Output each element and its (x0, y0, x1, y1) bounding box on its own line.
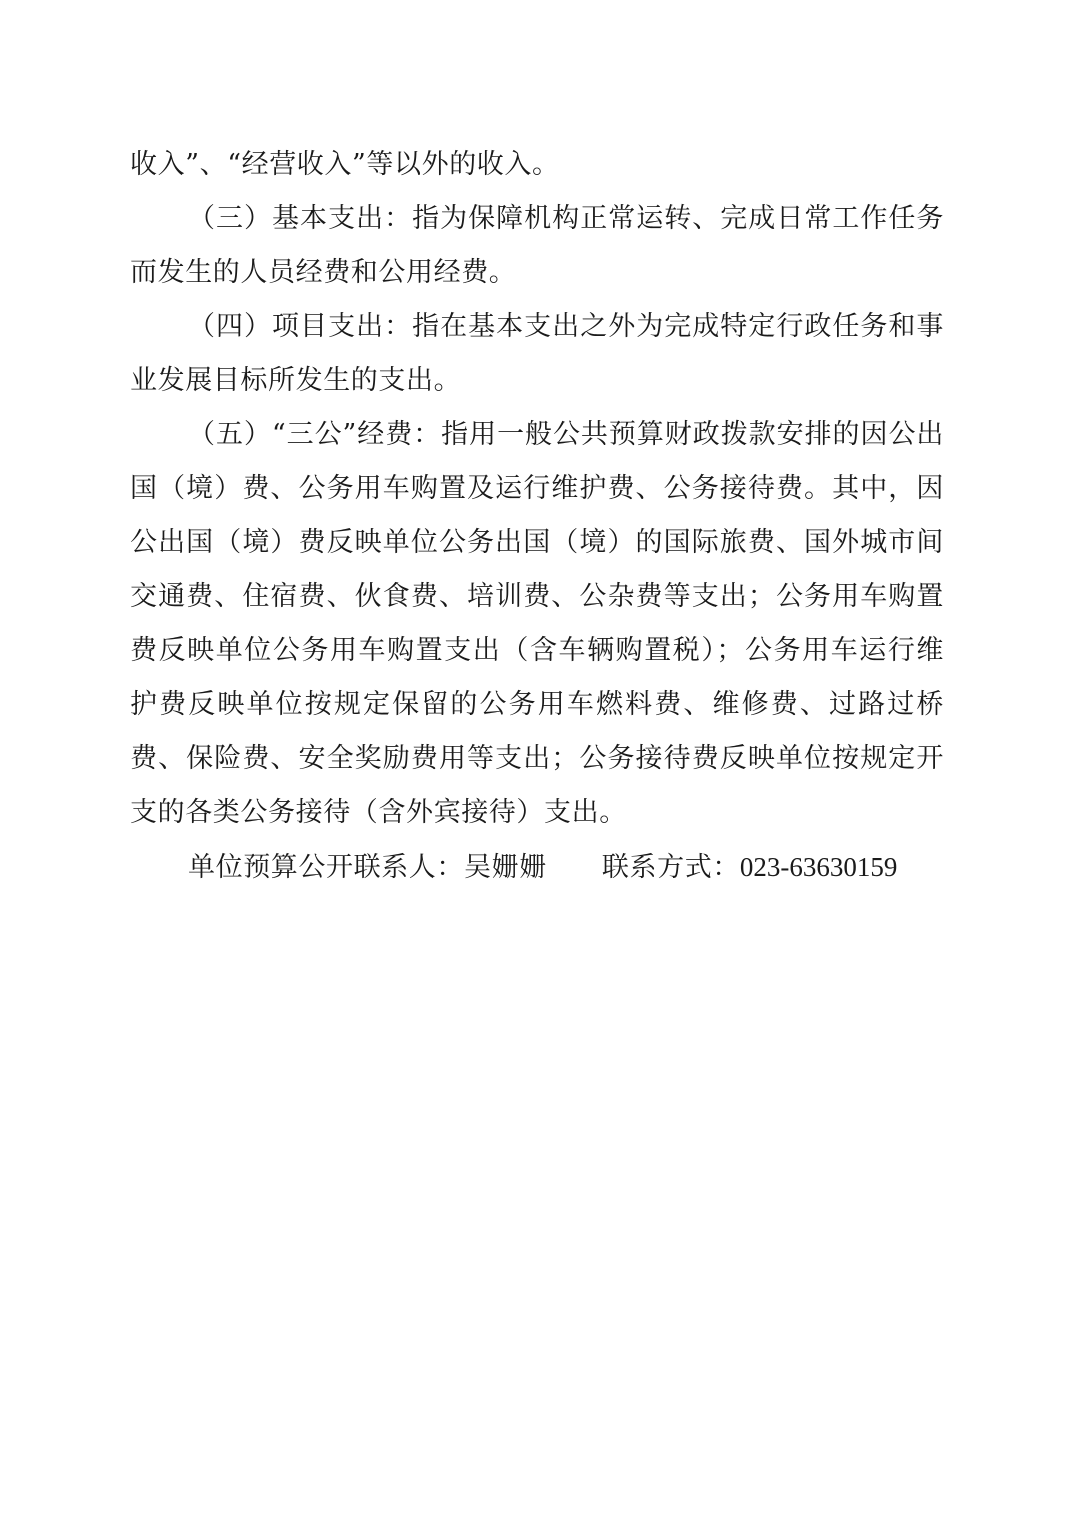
contact-phone-number: 023-63630159 (739, 852, 898, 882)
paragraph-project-expenditure: （四）项目支出：指在基本支出之外为完成特定行政任务和事业发展目标所发生的支出。 (130, 311, 944, 396)
paragraph-basic-expenditure: （三）基本支出：指为保障机构正常运转、完成日常工作任务而发生的人员经费和公用经费。 (130, 203, 944, 288)
contact-line (130, 840, 944, 895)
paragraph-continued-income: 收入”、“经营收入”等以外的收入。 (130, 149, 560, 180)
paragraph-three-public-expenses: （五）“三公”经费：指用一般公共预算财政拨款安排的因公出国（境）费、公务用车购置及运行维护费、公务接待费。其中，因公出国（境）费反映单位公务出国（境）的国际旅费、国外城市间交通费、住宿费、伙食费、培训费、公杂费等支出；公务用车购置费反映单位公务用车购置支出（含车辆购置税）；公务用车运行维护费反映单位按规定保留的公务用车燃料费、维修费、过路过桥费、保险费、安全奖励费用等支出；公务接待费反映单位按规定开支的各类公务接待（含外宾接待）支出。 (130, 419, 944, 828)
contact-person: 单位预算公开联系人：吴姗姗 (188, 852, 547, 883)
document-body (130, 138, 944, 895)
contact-phone-label: 联系方式： (601, 852, 740, 883)
